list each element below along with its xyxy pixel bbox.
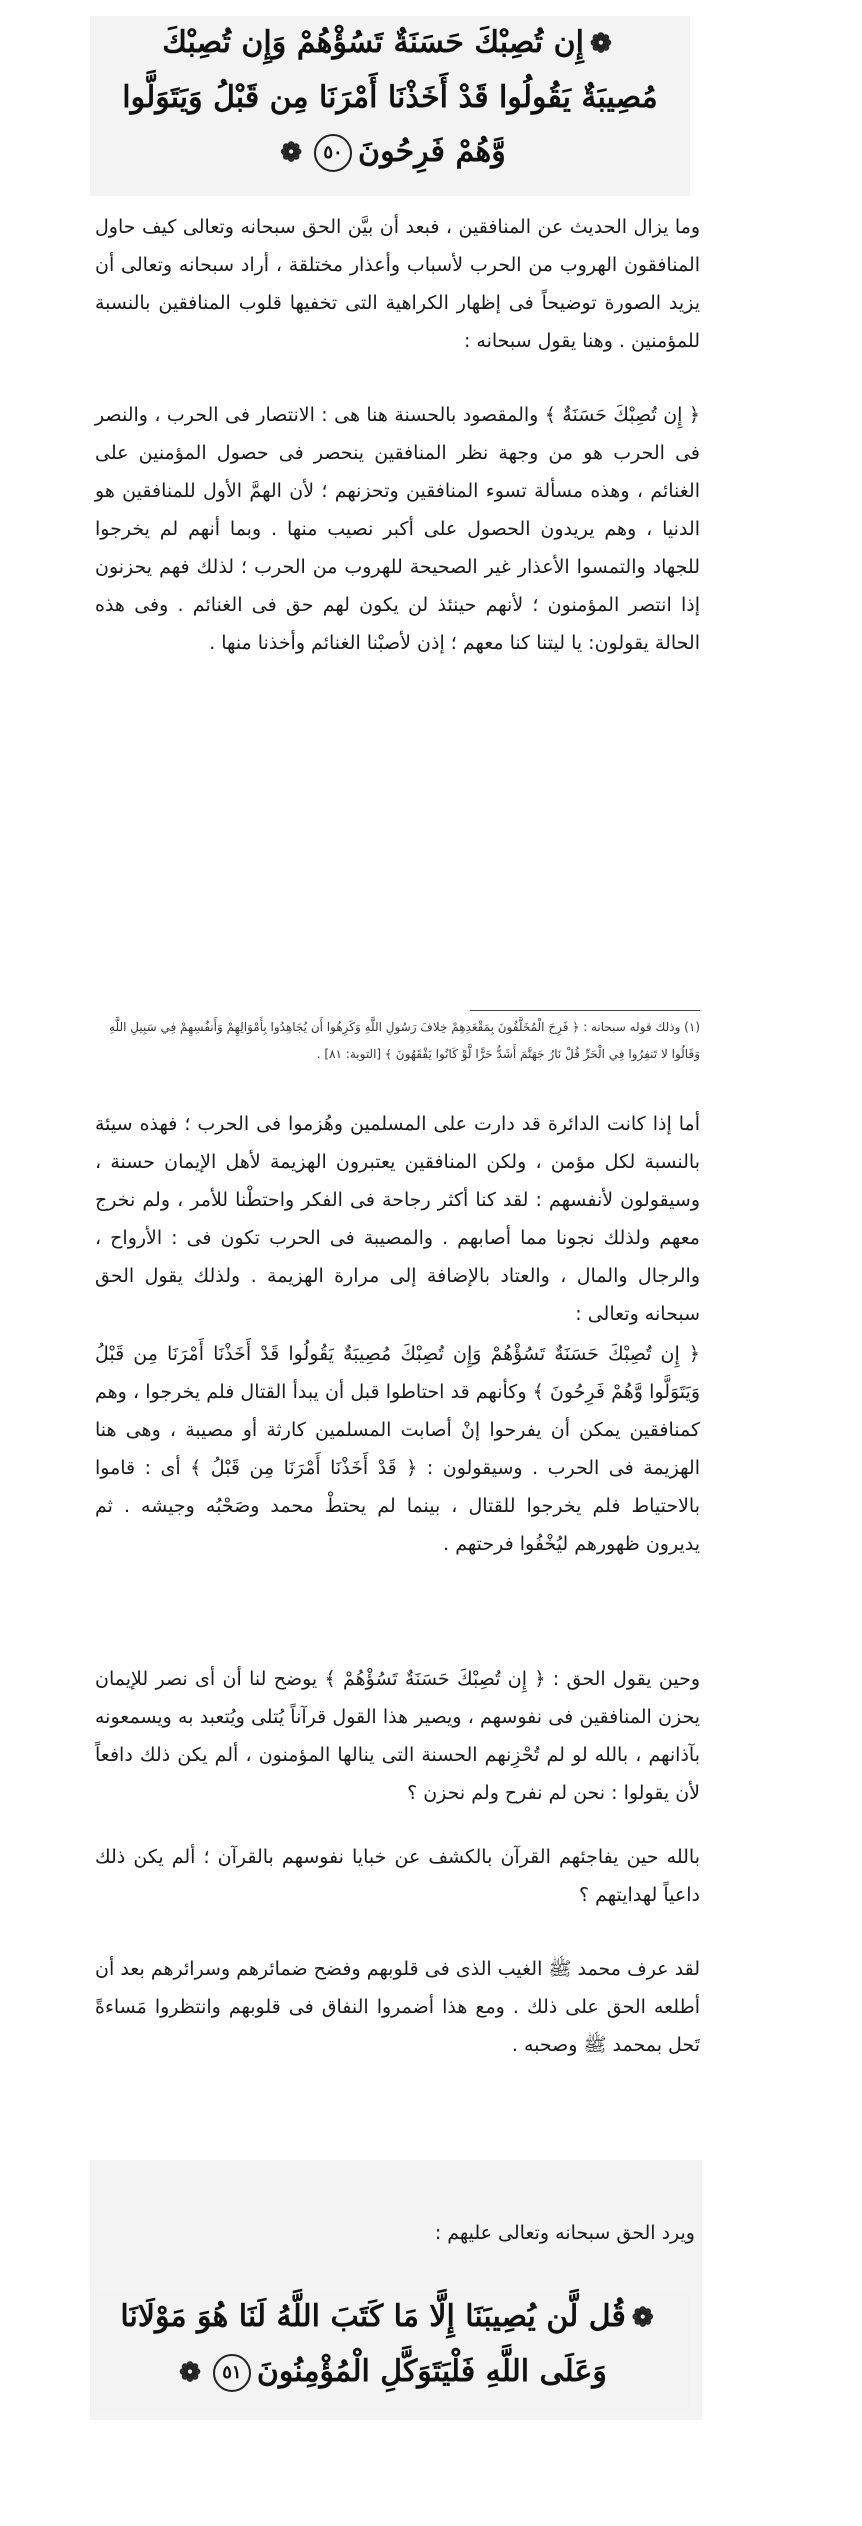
verse-number: ٥٠ (314, 134, 352, 172)
verse-line: ❁قُل لَّن يُصِيبَنَا إِلَّا مَا كَتَبَ اللَّهُ لَنَا هُوَ مَوْلَانَا (90, 2290, 690, 2345)
verse-number: ٥١ (213, 2354, 251, 2392)
intro-line: ويرد الحق سبحانه وتعالى عليهم : (434, 2222, 695, 2244)
verse-line: وَّهُمْ فَرِحُونَ٥٠❁ (90, 125, 690, 180)
footnote: (١) وذلك قوله سبحانه : ﴿ فَرِحَ الْمُخَلَّفُونَ بِمَقْعَدِهِمْ خِلافَ رَسُولِ اللَّهِ وَكَرِهُوا أَن يُجَاهِدُوا بِأَمْوَالِهِمْ وَأَنفُسِهِمْ فِي سَبِيلِ اللَّهِ وَقَالُوا لا تَنفِرُوا فِي الْحَرِّ قُلْ نَارُ جَهَنَّمَ أَشَدُّ حَرًّا لَّوْ كَانُوا يَفْقَهُونَ ﴾ [التوبة: ٨١] . (109, 1020, 700, 1061)
ornament-icon: ❁ (631, 2303, 654, 2333)
paragraph: ﴿ إِن تُصِبْكَ حَسَنَةٌ تَسُؤْهُمْ وَإِن تُصِبْكَ مُصِيبَةٌ يَقُولُوا قَدْ أَخَذْنَا أَمْرَنَا مِن قَبْلُ وَيَتَوَلَّوا وَّهُمْ فَرِحُونَ ﴾ وكأنهم قد احتاطوا قبل أن يبدأ القتال فلم يخرجوا ، وهم كمنافقين يمكن أن يفرحوا إنْ أصابت المسلمين كارثة أو مصيبة ، وهى هنا الهزيمة فى الحرب . وسيقولون : ﴿ قَدْ أَخَذْنَا أَمْرَنَا مِن قَبْلُ ﴾ أى : قاموا بالاحتياط فلم يخرجوا للقتال ، بينما لم يحتطْ محمد وصَحْبُه وجيشه . ثم يديرون ظهورهم ليُخْفُوا فرحتهم . (95, 1343, 700, 1555)
paragraph: أما إذا كانت الدائرة قد دارت على المسلمين وهُزموا فى الحرب ؛ فهذه سيئة بالنسبة لكل مؤمن ، ولكن المنافقين يعتبرون الهزيمة لأهل الإيمان حسنة ، وسيقولون لأنفسهم : لقد كنا أكثر رجاحة فى الفكر واحتطْنا للأمر ، ولم نخرج معهم ولذلك نجونا مما أصابهم . والمصيبة فى الحرب تكون فى : الأرواح ، والرجال والمال ، والعتاد بالإضافة إلى مرارة الهزيمة . ولذلك يقول الحق سبحانه وتعالى : (95, 1113, 700, 1325)
paragraph: وحين يقول الحق : ﴿ إِن تُصِبْكَ حَسَنَةٌ تَسُؤْهُمْ ﴾ يوضح لنا أن أى نصر للإيمان يحزن المنافقين فى نفوسهم ، ويصير هذا القول قرآناً يُتلى ويُتعبد به ويسمعونه بآذانهم ، بالله لو لم تُحْزِنهم الحسنة التى ينالها المؤمنون ، ألم يكن ذلك دافعاً لأن يقولوا : نحن لم نفرح ولم نحزن ؟ (95, 1668, 700, 1804)
paragraph: ﴿ إِن تُصِبْكَ حَسَنَةٌ ﴾ والمقصود بالحسنة هنا هى : الانتصار فى الحرب ، والنصر فى الحرب هو من وجهة نظر المنافقين ينحصر فى حصول المؤمنين على الغنائم ، وهذه مسألة تسوء المنافقين وتحزنهم ؛ لأن الهمَّ الأول للمنافقين هو الدنيا ، وهم يريدون الحصول على أكبر نصيب منها . وبما أنهم لم يخرجوا للجهاد والتمسوا الأعذار غير الصحيحة للهروب من الحرب ؛ لذلك فهم يحزنون إذا انتصر المؤمنون ؛ لأنهم حينئذ لن يكون لهم حق فى الغنائم . وفى هذه الحالة يقولون: يا ليتنا كنا معهم ؛ إذن لأصبْنا الغنائم وأخذنا منها . (95, 404, 700, 654)
verse-line: وَعَلَى اللَّهِ فَلْيَتَوَكَّلِ الْمُؤْمِنُونَ٥١❁ (90, 2345, 690, 2400)
footnote-divider (470, 1010, 700, 1011)
paragraph: وما يزال الحديث عن المنافقين ، فبعد أن بيَّن الحق سبحانه وتعالى كيف حاول المنافقون الهروب من الحرب لأسباب وأعذار مختلقة ، أراد سبحانه وتعالى أن يزيد الصورة توضيحاً فى إظهار الكراهية التى تخفيها قلوب المنافقين بالنسبة للمؤمنين . وهنا يقول سبحانه : (95, 216, 700, 352)
ornament-icon: ❁ (589, 29, 612, 59)
header-verse-block (90, 16, 690, 196)
ornament-icon: ❁ (179, 2358, 201, 2388)
verse-line: مُصِيبَةٌ يَقُولُوا قَدْ أَخَذْنَا أَمْرَنَا مِن قَبْلُ وَيَتَوَلَّوا (122, 80, 658, 115)
paragraph: بالله حين يفاجئهم القرآن بالكشف عن خبايا نفوسهم بالقرآن ؛ ألم يكن ذلك داعياً لهدايتهم ؟ (95, 1846, 700, 1906)
verse-line: ❁إِن تُصِبْكَ حَسَنَةٌ تَسُؤْهُمْ وَإِن تُصِبْكَ (90, 16, 690, 71)
paragraph: لقد عرف محمد ﷺ الغيب الذى فى قلوبهم وفضح ضمائرهم وسرائرهم بعد أن أطلعه الحق على ذلك . ومع هذا أضمروا النفاق فى قلوبهم وانتظروا مَساءةً تَحل بمحمد ﷺ وصحبه . (95, 1958, 700, 2056)
closing-verse-block (90, 2290, 690, 2410)
ornament-icon: ❁ (280, 138, 303, 168)
